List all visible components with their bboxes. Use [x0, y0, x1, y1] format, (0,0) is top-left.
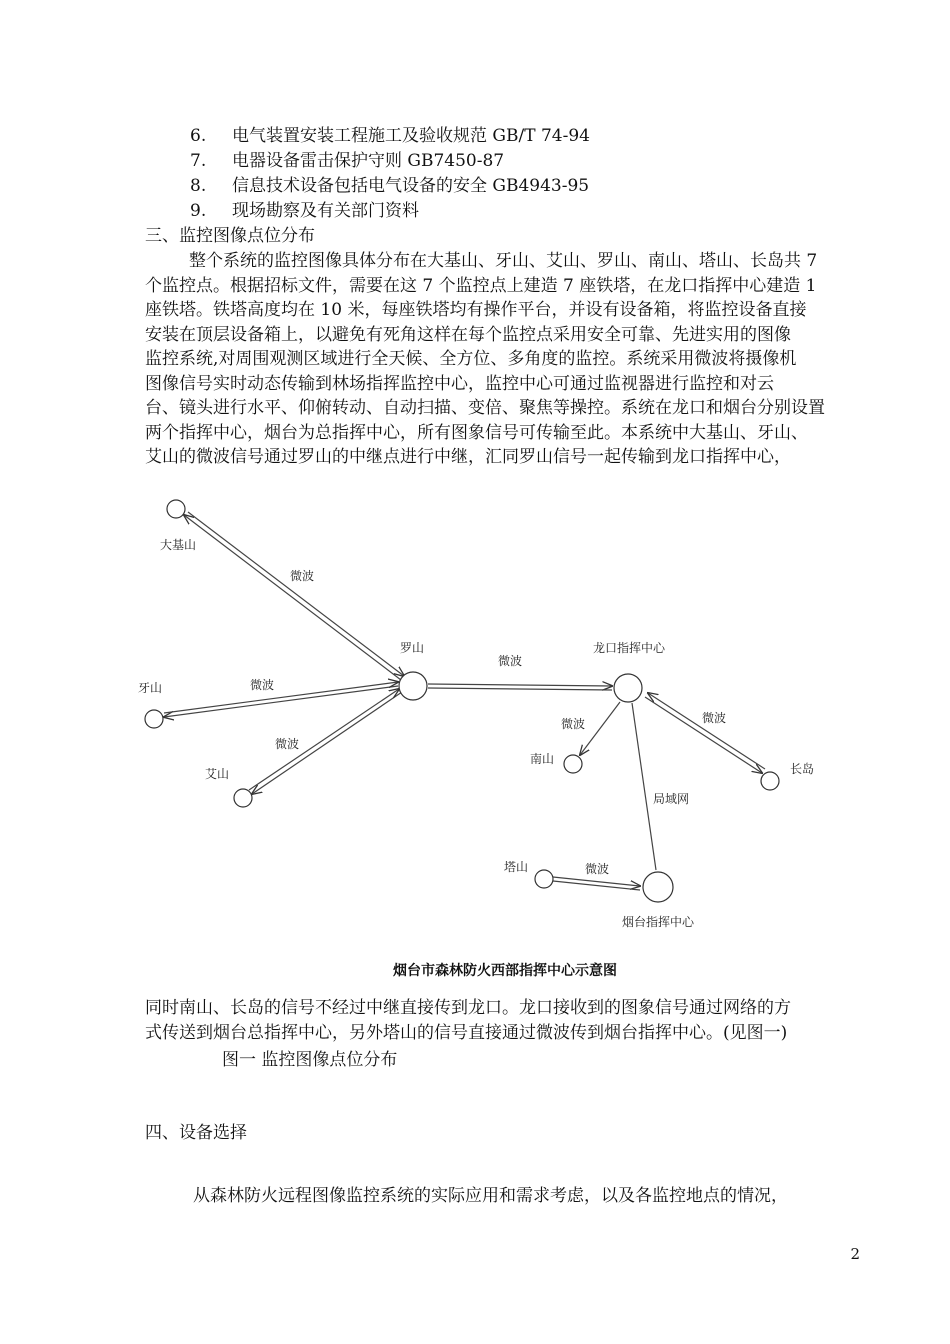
edge-aishan-luoshan [249, 689, 402, 794]
node-luoshan [399, 672, 427, 700]
label-aishan: 艾山 [205, 767, 230, 781]
edge-yashan-luoshan [164, 682, 398, 717]
paragraph-line: 座铁塔。铁塔高度均在 10 米，每座铁塔均有操作平台，并设有设备箱，将监控设备直接 [145, 300, 807, 320]
node-changdao [761, 772, 779, 790]
node-longkou [614, 674, 642, 702]
edge-label: 微波 [561, 717, 586, 731]
node-tashan [535, 870, 553, 888]
paragraph-line: 个监控点。根据招标文件，需要在这 7 个监控点上建造 7 座铁塔，在龙口指挥中心建造 1 [145, 275, 817, 296]
paragraph-line: 整个系统的监控图像具体分布在大基山、牙山、艾山、罗山、南山、塔山、长岛共 7 [189, 251, 818, 271]
edge-nanshan-longkou [580, 702, 620, 755]
label-tashan: 塔山 [504, 860, 529, 874]
list-number: 9. [190, 201, 207, 221]
list-text: 电器设备雷击保护守则 GB7450-87 [232, 151, 505, 171]
paragraph-line: 式传送到烟台总指挥中心，另外塔山的信号直接通过微波传到烟台指挥中心。(见图一) [145, 1022, 788, 1043]
paragraph-line: 同时南山、长岛的信号不经过中继直接传到龙口。龙口接收到的图象信号通过网络的方 [145, 998, 791, 1018]
edge-label: 局域网 [653, 792, 690, 806]
page-number: 2 [850, 1245, 860, 1263]
list-text: 电气装置安装工程施工及验收规范 GB/T 74-94 [232, 126, 590, 146]
edge-label: 微波 [250, 678, 275, 692]
node-yantai [643, 872, 673, 902]
edge-luoshan-longkou [428, 684, 612, 690]
list-text: 信息技术设备包括电气设备的安全 GB4943-95 [232, 176, 590, 196]
list-item [190, 174, 589, 199]
body-paragraph [145, 249, 865, 470]
list-number: 8. [190, 176, 207, 196]
diagram-caption: 烟台市森林防火西部指挥中心示意图 [393, 963, 617, 979]
label-yantai: 烟台指挥中心 [622, 915, 695, 929]
label-luoshan: 罗山 [400, 641, 425, 655]
paragraph-line: 台、镜头进行水平、仰俯转动、自动扫描、变倍、聚焦等操控。系统在龙口和烟台分别设置 [145, 398, 825, 418]
node-aishan [234, 789, 252, 807]
list-number: 7. [190, 151, 207, 171]
figure-label: 图一 监控图像点位分布 [222, 1050, 398, 1070]
edge-label: 微波 [585, 862, 610, 876]
edge-label: 微波 [275, 737, 300, 751]
edge-changdao-longkou [645, 693, 765, 773]
body-paragraph: 从森林防火远程图像监控系统的实际应用和需求考虑，以及各监控地点的情况， [193, 1186, 788, 1206]
list-item [190, 199, 419, 224]
body-paragraph [145, 996, 865, 1045]
edge-label: 微波 [702, 711, 727, 725]
paragraph-line: 图像信号实时动态传输到林场指挥监控中心，监控中心可通过监视器进行监控和对云 [145, 373, 774, 394]
list-item [190, 149, 504, 174]
label-longkou: 龙口指挥中心 [593, 641, 666, 655]
node-dajishan [167, 500, 185, 518]
edge-tashan-yantai [553, 877, 640, 890]
node-yashan [145, 710, 163, 728]
edge-dajishan-luoshan [184, 512, 404, 680]
paragraph-line: 艾山的微波信号通过罗山的中继点进行中继，汇同罗山信号一起传输到龙口指挥中心， [145, 447, 791, 467]
section-heading: 四、设备选择 [145, 1123, 247, 1143]
edge-label: 微波 [290, 569, 315, 583]
list-number: 6. [190, 126, 207, 146]
paragraph-line: 监控系统,对周围观测区域进行全天候、全方位、多角度的监控。系统采用微波将摄像机 [145, 349, 797, 369]
section-heading: 三、监控图像点位分布 [145, 226, 315, 246]
list-item [190, 124, 590, 149]
label-nanshan: 南山 [530, 752, 555, 766]
node-nanshan [564, 755, 582, 773]
edge-label: 微波 [498, 654, 523, 668]
network-diagram [0, 480, 950, 950]
label-yashan: 牙山 [138, 681, 163, 695]
list-text: 现场勘察及有关部门资料 [232, 201, 419, 221]
paragraph-line: 安装在顶层设备箱上，以避免有死角这样在每个监控点采用安全可靠、先进实用的图像 [145, 324, 791, 345]
label-dajishan: 大基山 [160, 538, 197, 552]
edge-longkou-yantai [632, 703, 656, 870]
paragraph-line: 两个指挥中心，烟台为总指挥中心，所有图象信号可传输至此。本系统中大基山、牙山、 [145, 422, 808, 443]
label-changdao: 长岛 [790, 762, 815, 776]
